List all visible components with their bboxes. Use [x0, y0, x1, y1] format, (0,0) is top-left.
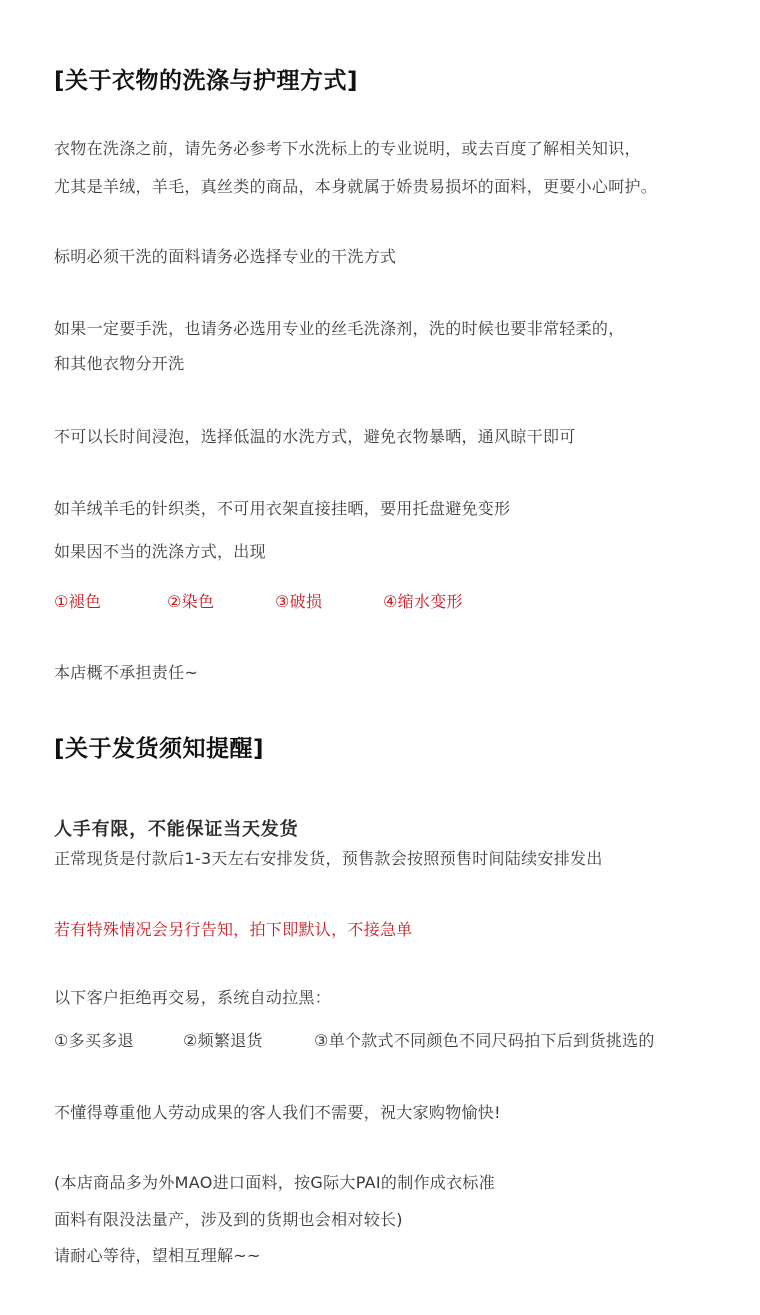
care-para6: 如果因不当的洗涤方式，出现 — [54, 542, 266, 561]
blacklist-item: ①多买多退 — [54, 1031, 134, 1050]
care-heading: [关于衣物的洗涤与护理方式] — [54, 68, 359, 94]
blacklist-list — [54, 1028, 655, 1051]
blacklist-item: ②频繁退货 — [183, 1031, 263, 1050]
shipping-limit-notice: 人手有限，不能保证当天发货 — [54, 819, 299, 840]
issue-item: ①褪色 — [54, 592, 102, 611]
blacklist-item: ③单个款式不同颜色不同尺码拍下后到货挑选的 — [314, 1031, 655, 1050]
shipping-heading: [关于发货须知提醒] — [54, 736, 265, 762]
note-line3: 请耐心等待，望相互理解~~ — [54, 1246, 261, 1265]
respect-line: 不懂得尊重他人劳动成果的客人我们不需要，祝大家购物愉快! — [54, 1103, 501, 1122]
blacklist-intro: 以下客户拒绝再交易，系统自动拉黑： — [54, 988, 332, 1007]
care-para3-line2: 和其他衣物分开洗 — [54, 354, 185, 373]
care-para4: 不可以长时间浸泡，选择低温的水洗方式，避免衣物暴晒，通风晾干即可 — [54, 427, 576, 446]
note-line2: 面料有限没法量产，涉及到的货期也会相对较长) — [54, 1210, 403, 1229]
care-para2: 标明必须干洗的面料请务必选择专业的干洗方式 — [54, 247, 397, 266]
issue-item: ③破损 — [275, 592, 323, 611]
shipping-normal: 正常现货是付款后1-3天左右安排发货，预售款会按照预售时间陆续安排发出 — [54, 849, 603, 868]
issue-item: ④缩水变形 — [383, 592, 463, 611]
care-para3-line1: 如果一定要手洗，也请务必选用专业的丝毛洗涤剂，洗的时候也要非常轻柔的， — [54, 319, 625, 338]
note-line1: (本店商品多为外MAO进口面料，按G际大PAI的制作成衣标准 — [54, 1173, 495, 1192]
care-para5: 如羊绒羊毛的针织类，不可用衣架直接挂晒，要用托盘避免变形 — [54, 499, 511, 518]
issue-item: ②染色 — [167, 592, 215, 611]
shipping-special-notice: 若有特殊情况会另行告知，拍下即默认，不接急单 — [54, 920, 413, 939]
issue-list — [54, 589, 463, 612]
care-disclaimer: 本店概不承担责任~ — [54, 663, 199, 682]
care-para1-line1: 衣物在洗涤之前，请先务必参考下水洗标上的专业说明，或去百度了解相关知识， — [54, 139, 641, 158]
care-para1-line2: 尤其是羊绒，羊毛，真丝类的商品，本身就属于娇贵易损坏的面料，更要小心呵护。 — [54, 177, 658, 196]
